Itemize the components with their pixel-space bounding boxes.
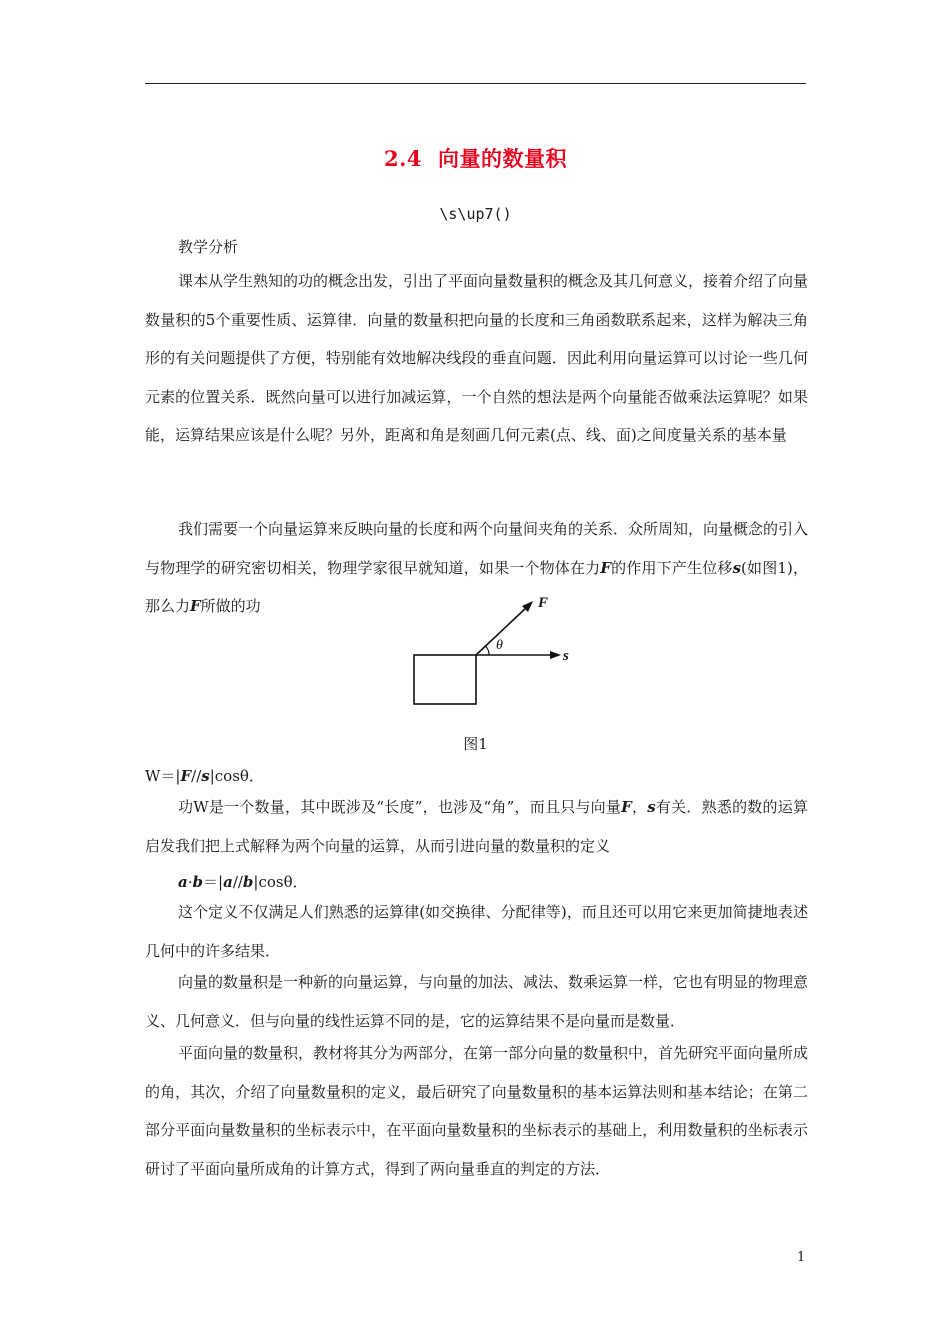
title-text: 向量的数量积 (438, 146, 568, 171)
dot-product-formula (178, 871, 308, 892)
dot-formula-eq: ＝| (203, 873, 224, 891)
work-formula-mid: // (191, 767, 202, 785)
dot-formula-dot: · (187, 873, 193, 891)
dot-formula-mid: // (232, 873, 243, 891)
dot-formula-a: a (178, 873, 188, 891)
force-label: F (538, 595, 549, 611)
header-rule (145, 83, 806, 84)
title-number: 2.4 (383, 146, 423, 171)
paragraph-4: 这个定义不仅满足人们熟悉的运算律(如交换律、分配律等)，而且还可以用它来更加简捷地表述几何中的许多结果． (145, 903, 808, 960)
displacement-arrowhead (550, 651, 561, 659)
work-formula-s: s (201, 767, 210, 785)
p3-text-a: 功W是一个数量，其中既涉及“长度”，也涉及“角”，而且只与向量 (178, 798, 622, 816)
paragraph-5: 向量的数量积是一种新的向量运算，与向量的加法、减法、数乘运算一样，它也有明显的物理意义、几何意义．但与向量的线性运算不同的是，它的运算结果不是向量而是数量． (145, 973, 809, 1030)
work-formula (145, 765, 264, 786)
dot-formula-b: b (192, 873, 204, 891)
p2-text-a: 我们需要一个向量运算来反映向量的长度和两个向量间夹角的关系．众所周知，向量概念的引入与物理学的研究密切相关，物理学家很早就知道，如果一个物体在力 (145, 520, 809, 577)
work-formula-b: |cosθ． (209, 767, 264, 785)
paragraph-6: 平面向量的数量积，教材将其分为两部分，在第一部分向量的数量积中，首先研究平面向量所成的角，其次，介绍了向量数量积的定义，最后研究了向量数量积的基本运算法则和基本结论；在第二部分平面向量数量积的坐标表示中，在平面向量数量积的坐标表示的基础上，利用数量积的坐标表示研讨了平面向量所成角的计算方式，得到了两向量垂直的判定的方法． (145, 1044, 809, 1178)
p3-sep: ， (631, 798, 648, 816)
p3-text-b: 有关．熟悉的数的运算启发我们把上式解释为两个向量的运算，从而引进向量的数量积的定义 (145, 798, 808, 855)
p2-text-b: 的作用下产生位移 (610, 558, 733, 577)
p3-force-symbol: F (621, 798, 632, 816)
angle-arc (486, 646, 490, 655)
p2-displacement-symbol: s (732, 558, 742, 577)
displacement-label: s (563, 648, 569, 664)
p2-text-c: (如图1)，那么力 (145, 558, 808, 615)
section-label: 教学分析 (178, 238, 239, 256)
work-formula-F: F (180, 767, 192, 785)
field-code: \s\up7() (439, 205, 512, 223)
paragraph-3 (145, 788, 808, 865)
dot-formula-end: |cosθ． (253, 873, 308, 891)
p2-force-symbol-2: F (190, 597, 201, 615)
dot-formula-a2: a (223, 873, 233, 891)
page-number: 1 (797, 1250, 806, 1265)
p3-displacement-symbol: s (647, 798, 656, 816)
page-title (145, 143, 806, 173)
dot-formula-b2: b (242, 873, 254, 891)
figure-caption: 图1 (463, 735, 488, 753)
angle-label: θ (496, 638, 503, 653)
p2-force-symbol: F (600, 558, 611, 577)
block (414, 655, 476, 704)
force-displacement-figure (405, 592, 585, 712)
p2-text-d: 所做的功 (200, 597, 261, 615)
work-formula-a: W＝| (145, 767, 181, 785)
paragraph-1: 课本从学生熟知的功的概念出发，引出了平面向量数量积的概念及其几何意义，接着介绍了向量数量积的5个重要性质、运算律．向量的数量积把向量的长度和三角函数联系起来，这样为解决三角形的有关问题提供了方便，特别能有效地解决线段的垂直问题．因此利用向量运算可以讨论一些几何元素的位置关系．既然向量可以进行加减运算，一个自然的想法是两个向量能否做乘法运算呢？如果能，运算结果应该是什么呢？另外，距离和角是刻画几何元素(点、线、面)之间度量关系的基本量 (145, 272, 809, 444)
